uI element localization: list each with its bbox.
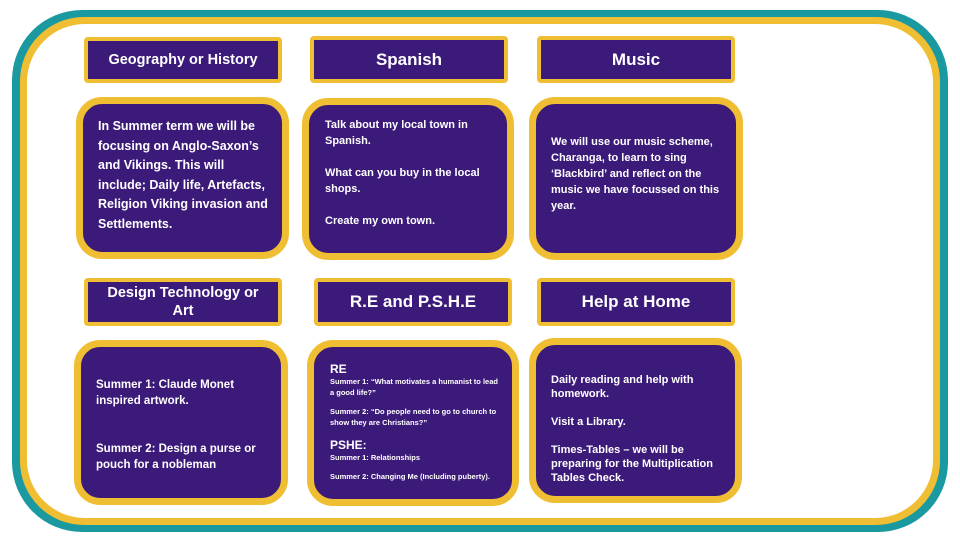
geography-text: In Summer term we will be focusing on Anglo-Saxon’s and Vikings. This will include; Daily life, Artefacts, Religion Viking invasion and Settlements. [98,119,268,231]
heading-music-text: Music [611,49,661,69]
heading-dt-text: Design Technology or Art [107,284,259,319]
dt-summer-2: Summer 2: Design a purse or pouch for a nobleman [96,443,256,471]
heading-re-pshe [314,278,512,326]
pshe-summer-2: Summer 2: Changing Me (Including puberty). [330,472,491,481]
music-text: We will use our music scheme, Charanga, to learn to sing ‘Blackbird’ and reflect on the music we have focussed on this year. [551,136,720,212]
heading-geography-text: Geography or History [108,51,258,68]
re-summer-2: Summer 2: “Do people need to go to church to show they are Christians?” [330,407,497,427]
help-content-box [529,338,742,503]
heading-geography-history [84,37,282,83]
dt-content-box [74,340,288,505]
spanish-line-3: Create my own town. [325,215,436,227]
heading-help-at-home [537,278,735,326]
re-pshe-content-box [307,340,519,506]
heading-spanish [310,36,508,83]
spanish-line-1: Talk about my local town in Spanish. [325,119,468,147]
music-content-box [529,97,743,260]
pshe-summer-1: Summer 1: Relationships [330,453,421,462]
help-line-1: Daily reading and help with homework. [551,374,694,400]
heading-music [537,36,735,83]
dt-summer-1: Summer 1: Claude Monet inspired artwork. [96,379,235,407]
heading-spanish-text: Spanish [375,49,443,69]
heading-help-text: Help at Home [581,292,691,312]
spanish-line-2: What can you buy in the local shops. [325,167,480,195]
re-summer-1: Summer 1: “What motivates a humanist to lead a good life?” [330,377,498,397]
geography-content-box [76,97,289,259]
help-line-2: Visit a Library. [551,416,626,428]
re-title: RE [330,362,347,376]
pshe-title: PSHE: [330,438,367,452]
spanish-content-box [302,98,514,260]
heading-re-pshe-text: R.E and P.S.H.E [349,292,477,312]
heading-design-technology-art [84,278,282,326]
help-line-3: Times-Tables – we will be preparing for the Multiplication Tables Check. [551,444,713,484]
